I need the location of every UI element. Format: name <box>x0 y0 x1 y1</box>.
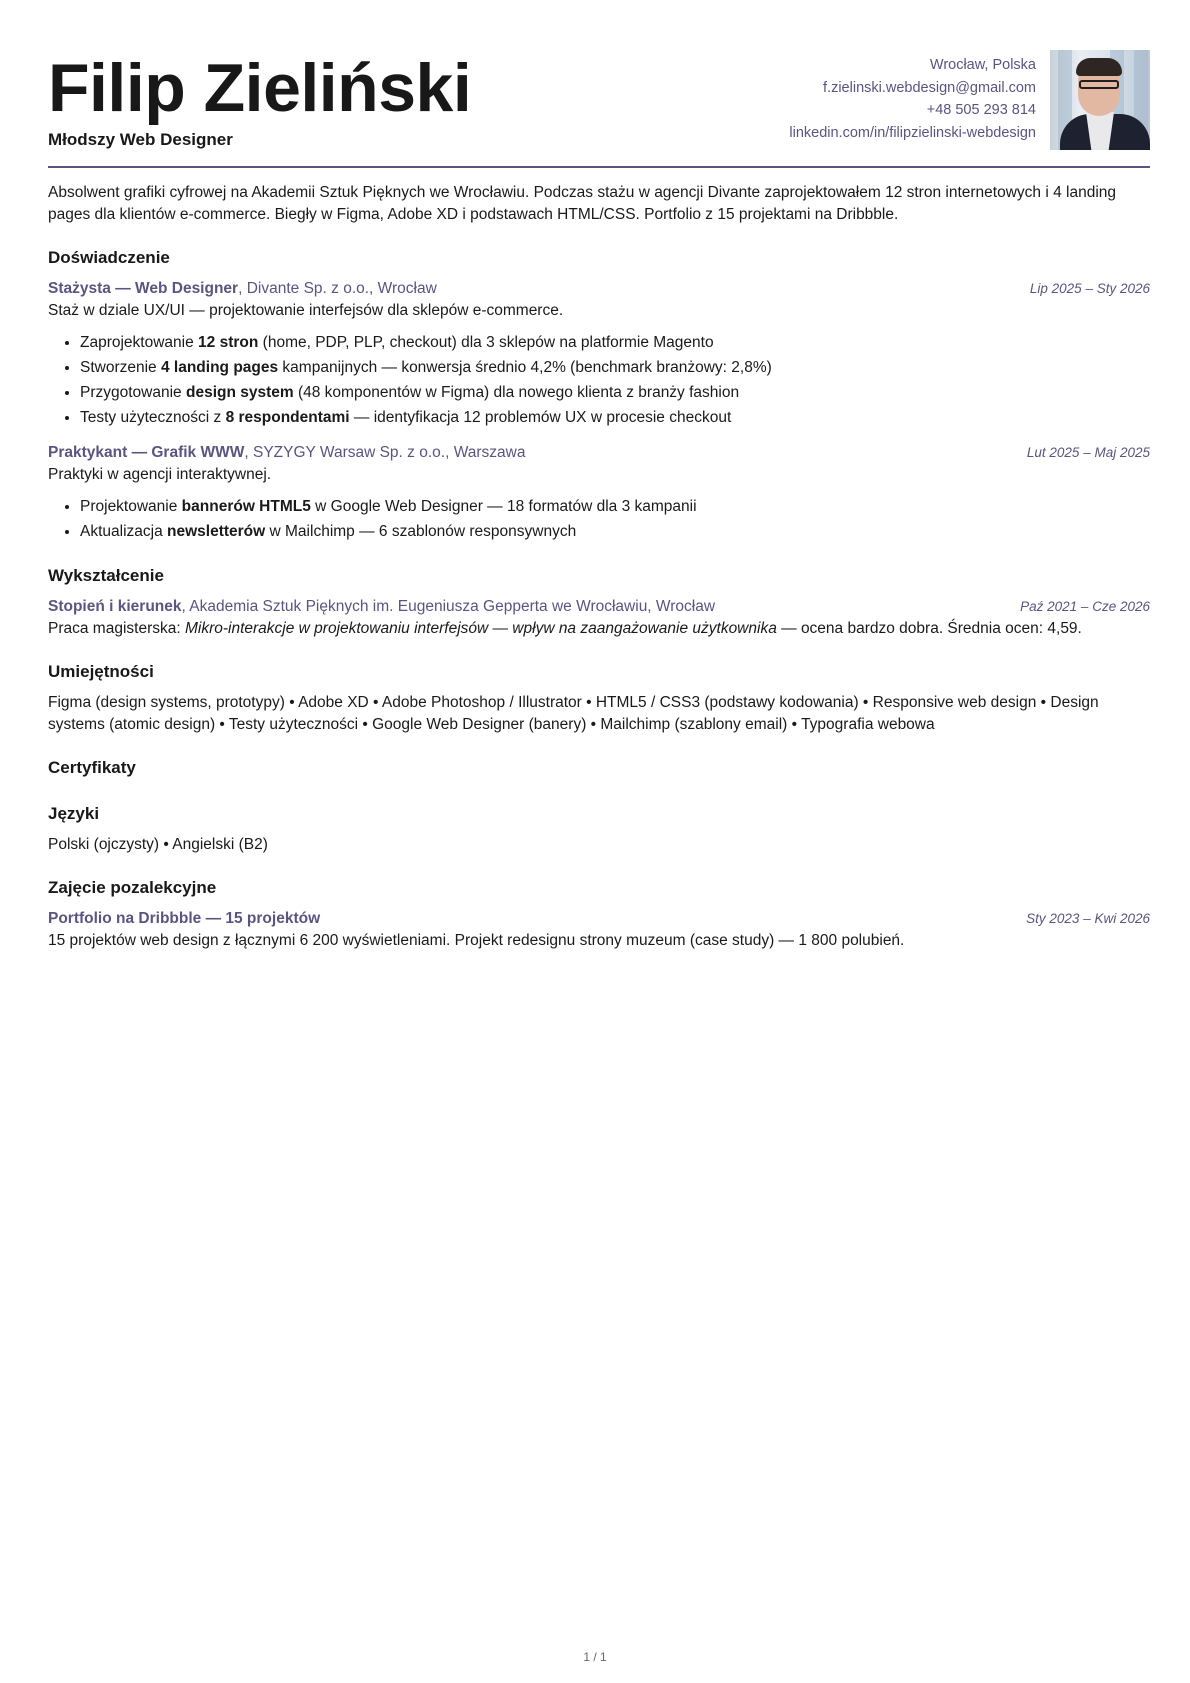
summary: Absolwent grafiki cyfrowej na Akademii Sztuk Pięknych we Wrocławiu. Podczas stażu w agencji Divante zaprojektowałem 12 stron internetowych i 4 landing pages dla klientów e-commerce. Biegły w Figma, Adobe XD i podstawach HTML/CSS. Portfolio z 15 projektami na Dribbble. <box>48 184 1117 223</box>
candidate-name: Filip Zieliński <box>48 50 472 126</box>
experience-entry <box>48 278 1150 430</box>
entry-header <box>48 908 1150 930</box>
entry-company: , Divante Sp. z o.o., Wrocław <box>238 280 437 297</box>
entry-description: Praca magisterska: Mikro-interakcje w projektowaniu interfejsów — wpływ na zaangażowanie użytkownika — ocena bardzo dobra. Średnia ocen: 4,59. <box>48 620 1082 637</box>
section-title-extracurricular: Zajęcie pozalekcyjne <box>48 878 217 897</box>
skills-list: Figma (design systems, prototypy) • Adobe XD • Adobe Photoshop / Illustrator • HTML5 / CSS3 (podstawy kodowania) • Responsive web design • Design systems (atomic design) • Testy użyteczności • Google Web Designer (banery) • Mailchimp (szablony email) • Typografia webowa <box>48 694 1099 733</box>
entry-date: Lut 2025 – Maj 2025 <box>1026 445 1150 460</box>
page-number: 1 / 1 <box>583 1650 607 1664</box>
linkedin-link[interactable]: linkedin.com/in/filipzielinski-webdesign <box>789 124 1036 141</box>
achievement-list <box>48 330 1150 430</box>
experience-entry <box>48 442 1150 544</box>
location: Wrocław, Polska <box>929 57 1036 73</box>
list-item: • Testy użyteczności z 8 respondentami — identyfikacja 12 problemów UX w procesie checkout <box>80 405 1150 430</box>
entry-degree: Stopień i kierunek <box>48 598 182 615</box>
education-entry <box>48 596 1150 640</box>
entry-description: 15 projektów web design z łącznymi 6 200 wyświetleniami. Projekt redesignu strony muzeum (case study) — 1 800 polubień. <box>48 932 905 949</box>
entry-description: Praktyki w agencji interaktywnej. <box>48 466 272 483</box>
section-title-education: Wykształcenie <box>48 566 164 585</box>
achievement-list <box>48 494 1150 544</box>
phone: +48 505 293 814 <box>926 102 1036 118</box>
entry-date: Sty 2023 – Kwi 2026 <box>1026 911 1150 926</box>
section-title-certificates: Certyfikaty <box>48 758 136 777</box>
entry-header <box>48 442 1150 464</box>
email-link[interactable]: f.zielinski.webdesign@gmail.com <box>823 79 1036 96</box>
resume-page <box>48 48 1150 964</box>
list-item: • Zaprojektowanie 12 stron (home, PDP, PLP, checkout) dla 3 sklepów na platformie Magento <box>80 330 1150 355</box>
entry-role: Stażysta — Web Designer <box>48 280 239 297</box>
entry-role: Portfolio na Dribbble — 15 projektów <box>48 910 321 927</box>
job-title: Młodszy Web Designer <box>48 130 233 149</box>
list-item: • Przygotowanie design system (48 komponentów w Figma) dla nowego klienta z branży fashion <box>80 380 1150 405</box>
section-title-skills: Umiejętności <box>48 662 154 681</box>
entry-description: Staż w dziale UX/UI — projektowanie interfejsów dla sklepów e-commerce. <box>48 302 564 319</box>
contact-info <box>789 54 1036 144</box>
entry-role: Praktykant — Grafik WWW <box>48 444 245 461</box>
list-item: • Stworzenie 4 landing pages kampanijnych — konwersja średnio 4,2% (benchmark branżowy: 2,8%) <box>80 355 1150 380</box>
list-item: • Projektowanie bannerów HTML5 w Google Web Designer — 18 formatów dla 3 kampanii <box>80 494 1150 519</box>
entry-header <box>48 596 1150 618</box>
entry-date: Paź 2021 – Cze 2026 <box>1020 599 1150 614</box>
profile-photo <box>1050 50 1150 150</box>
entry-company: , SYZYGY Warsaw Sp. z o.o., Warszawa <box>244 444 526 461</box>
entry-date: Lip 2025 – Sty 2026 <box>1029 281 1150 296</box>
resume-header <box>48 48 1150 168</box>
section-title-experience: Doświadczenie <box>48 248 170 267</box>
entry-header <box>48 278 1150 300</box>
extracurricular-entry <box>48 908 1150 952</box>
entry-school: , Akademia Sztuk Pięknych im. Eugeniusza Gepperta we Wrocławiu, Wrocław <box>181 598 716 615</box>
languages-list: Polski (ojczysty) • Angielski (B2) <box>48 836 268 853</box>
list-item: • Aktualizacja newsletterów w Mailchimp — 6 szablonów responsywnych <box>80 519 1150 544</box>
section-title-languages: Języki <box>48 804 100 823</box>
